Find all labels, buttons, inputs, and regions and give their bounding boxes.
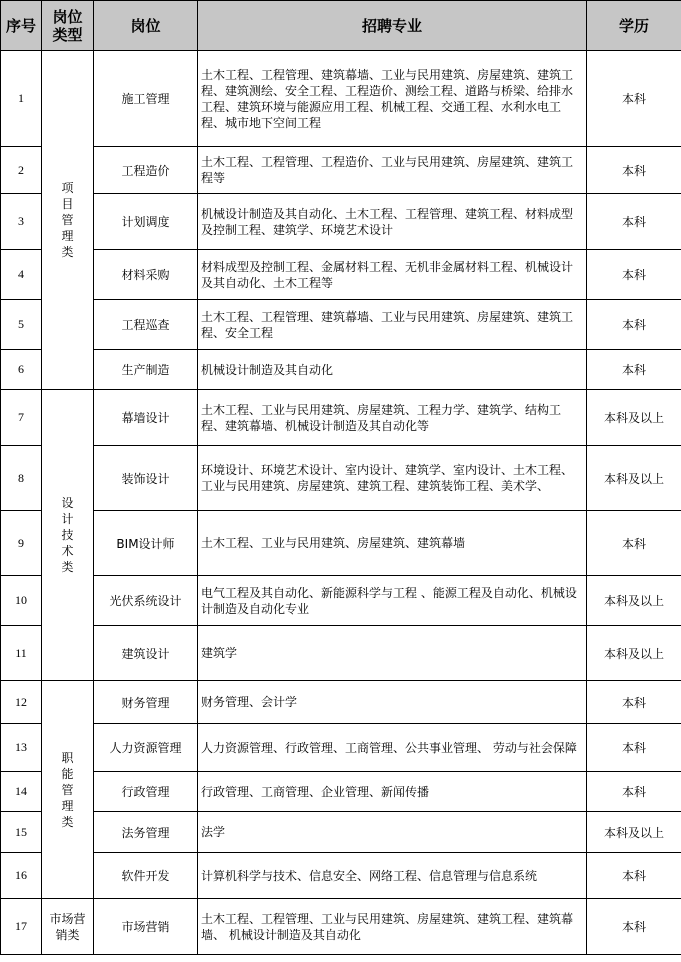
row-no: 12 [1,681,42,724]
majors-cell: 建筑学 [198,626,587,681]
education-cell: 本科 [587,350,681,390]
education-cell: 本科及以上 [587,812,681,853]
row-no: 11 [1,626,42,681]
header-row [1,1,681,51]
table-row [1,390,681,446]
table-row [1,853,681,899]
education-cell: 本科及以上 [587,576,681,626]
education-cell: 本科及以上 [587,446,681,511]
row-no: 8 [1,446,42,511]
education-cell: 本科 [587,681,681,724]
table-row [1,147,681,194]
education-cell: 本科及以上 [587,390,681,446]
table-row [1,511,681,576]
row-no: 6 [1,350,42,390]
majors-cell: 机械设计制造及其自动化 [198,350,587,390]
education-cell: 本科 [587,724,681,772]
row-no: 9 [1,511,42,576]
education-cell: 本科 [587,511,681,576]
header-category: 岗位 类型 [42,1,94,51]
majors-cell: 土木工程、工业与民用建筑、房屋建筑、工程力学、建筑学、结构工程、建筑幕墙、机械设计制造及其自动化等 [198,390,587,446]
table-row [1,350,681,390]
table-row [1,446,681,511]
position-cell: 计划调度 [94,194,198,250]
table-row [1,626,681,681]
education-cell: 本科 [587,194,681,250]
education-cell: 本科 [587,51,681,147]
education-cell: 本科及以上 [587,626,681,681]
position-cell: 市场营销 [94,899,198,955]
position-cell: 法务管理 [94,812,198,853]
position-cell: 建筑设计 [94,626,198,681]
majors-cell: 计算机科学与技术、信息安全、网络工程、信息管理与信息系统 [198,853,587,899]
header-no: 序号 [1,1,42,51]
majors-cell: 土木工程、工程管理、建筑幕墙、工业与民用建筑、房屋建筑、建筑工程、建筑测绘、安全工程、工程造价、测绘工程、道路与桥梁、给排水工程、建筑环境与能源应用工程、机械工程、交通工程、水利水电工程、城市地下空间工程 [198,51,587,147]
table-row [1,576,681,626]
education-cell: 本科 [587,250,681,300]
row-no: 16 [1,853,42,899]
table-row [1,300,681,350]
position-cell: 装饰设计 [94,446,198,511]
education-cell: 本科 [587,300,681,350]
position-cell: 工程造价 [94,147,198,194]
row-no: 10 [1,576,42,626]
category-cell-project: 项目管理类 [42,51,94,390]
education-cell: 本科 [587,772,681,812]
row-no: 7 [1,390,42,446]
row-no: 5 [1,300,42,350]
row-no: 3 [1,194,42,250]
majors-cell: 财务管理、会计学 [198,681,587,724]
position-cell: 人力资源管理 [94,724,198,772]
table-row [1,724,681,772]
education-cell: 本科 [587,899,681,955]
table-row [1,899,681,955]
majors-cell: 电气工程及其自动化、新能源科学与工程 、能源工程及自动化、机械设计制造及自动化专业 [198,576,587,626]
majors-cell: 土木工程、工业与民用建筑、房屋建筑、建筑幕墙 [198,511,587,576]
row-no: 13 [1,724,42,772]
row-no: 2 [1,147,42,194]
majors-cell: 土木工程、工程管理、工程造价、工业与民用建筑、房屋建筑、建筑工程等 [198,147,587,194]
row-no: 15 [1,812,42,853]
row-no: 14 [1,772,42,812]
position-cell: 工程巡查 [94,300,198,350]
header-education: 学历 [587,1,681,51]
majors-cell: 土木工程、工程管理、建筑幕墙、工业与民用建筑、房屋建筑、建筑工程、安全工程 [198,300,587,350]
header-majors: 招聘专业 [198,1,587,51]
education-cell: 本科 [587,853,681,899]
row-no: 17 [1,899,42,955]
majors-cell: 机械设计制造及其自动化、土木工程、工程管理、建筑工程、材料成型及控制工程、建筑学、环境艺术设计 [198,194,587,250]
majors-cell: 土木工程、工程管理、工业与民用建筑、房屋建筑、建筑工程、建筑幕墙、 机械设计制造及其自动化 [198,899,587,955]
majors-cell: 人力资源管理、行政管理、工商管理、公共事业管理、 劳动与社会保障 [198,724,587,772]
position-cell: 施工管理 [94,51,198,147]
table-row [1,194,681,250]
table-row [1,51,681,147]
education-cell: 本科 [587,147,681,194]
position-cell: BIM设计师 [94,511,198,576]
position-cell: 软件开发 [94,853,198,899]
position-cell: 行政管理 [94,772,198,812]
category-cell-design: 设计技术类 [42,390,94,681]
position-cell: 光伏系统设计 [94,576,198,626]
category-cell-marketing: 市场营销类 [42,899,94,955]
row-no: 1 [1,51,42,147]
table-row [1,681,681,724]
majors-cell: 材料成型及控制工程、金属材料工程、无机非金属材料工程、机械设计及其自动化、土木工程等 [198,250,587,300]
table-row [1,772,681,812]
position-cell: 财务管理 [94,681,198,724]
majors-cell: 环境设计、环境艺术设计、室内设计、建筑学、室内设计、土木工程、工业与民用建筑、房屋建筑、建筑工程、建筑装饰工程、美术学、 [198,446,587,511]
row-no: 4 [1,250,42,300]
position-cell: 材料采购 [94,250,198,300]
table-row [1,812,681,853]
table-row [1,250,681,300]
category-cell-function: 职能管理类 [42,681,94,899]
header-position: 岗位 [94,1,198,51]
majors-cell: 法学 [198,812,587,853]
position-cell: 生产制造 [94,350,198,390]
majors-cell: 行政管理、工商管理、企业管理、新闻传播 [198,772,587,812]
position-cell: 幕墙设计 [94,390,198,446]
